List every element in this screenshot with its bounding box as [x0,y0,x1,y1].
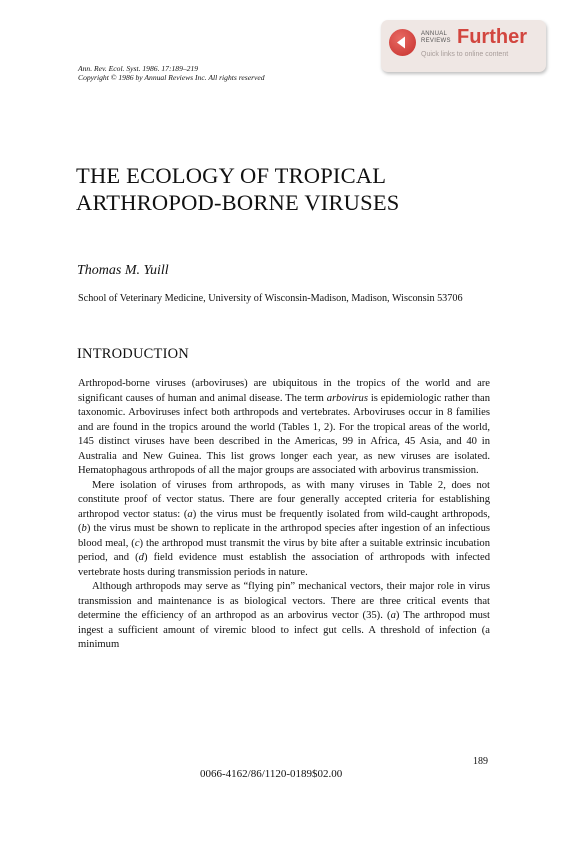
article-body [78,377,490,653]
article-title: THE ECOLOGY OF TROPICAL ARTHROPOD-BORNE VIRUSES [76,163,400,215]
paragraph: Arthropod-borne viruses (arboviruses) are ubiquitous in the tropics of the world and are significant causes of human and animal disease. The term arbovirus is epidemiologic rather than taxonomic. Arboviruses infect both arthropods and vertebrates. Arboviruses occur in 8 families and are found in the tropics around the world (Tables 1, 2). For the tropical areas of the world, 145 distinct viruses have been described in the Americas, 99 in Africa, 45 Asia, and 40 in Australia and New Guinea. This list grows longer each year, as new viruses are isolated. Hematophagous arthropods of all the major groups are associated with arbovirus transmission. [78,378,490,476]
page-number: 189 [473,756,488,767]
further-subtitle: Quick links to online content [421,51,509,58]
section-heading: INTRODUCTION [77,346,189,362]
paragraph: Mere isolation of viruses from arthropods, as with many viruses in Table 2, does not constitute proof of vector status. There are four generally accepted criteria for establishing arthropod vector status: (a) the virus must be frequently isolated from wild-caught arthropods, (b) the virus must be shown to replicate in the arthropod species after ingestion of an infectious blood meal, (c) the arthropod must transmit the virus by bite after a suitable extrinsic incubation period, and (d) field evidence must establish the association of arthropods with infected vertebrate hosts during transmission periods in nature. [78,479,491,578]
author-affiliation: School of Veterinary Medicine, University of Wisconsin-Madison, Madison, Wisconsin 53706 [78,293,463,304]
journal-header [78,64,265,82]
further-badge[interactable] [381,20,546,72]
journal-citation: Ann. Rev. Ecol. Syst. 1986. 17:189–219 [78,64,199,73]
copyright-notice: Copyright © 1986 by Annual Reviews Inc. All rights reserved [78,73,265,82]
annual-reviews-logo-text: ANNUAL REVIEWS [421,31,451,44]
footer-code: 0066-4162/86/1120-0189$02.00 [200,768,343,780]
arrow-left-icon [389,29,416,56]
author-name: Thomas M. Yuill [77,263,169,278]
further-label: Further [457,26,527,48]
paragraph: Although arthropods may serve as “flying pin” mechanical vectors, their major role in virus transmission and maintenance is as biological vectors. There are three critical events that determine the efficiency of an arthropod as an arbovirus vector (35). (a) The arthropod must ingest a sufficient amount of viremic blood to infect gut cells. A threshold of infection (a minimum [78,581,490,650]
